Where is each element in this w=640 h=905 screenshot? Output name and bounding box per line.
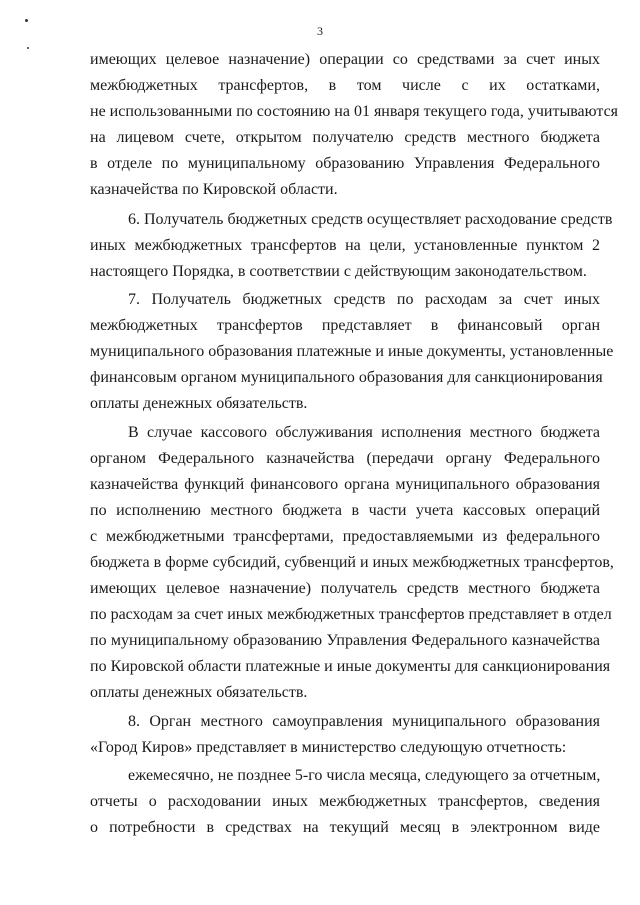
text-line: 8. Орган местного самоуправления муниципального образования [128,713,600,730]
scan-speck [27,47,29,49]
text-line: муниципального образования платежные и иные документы, установленные [90,343,614,360]
text-line: имеющих целевое назначение) операции со средствами за счет иных [90,51,600,68]
text-line: с межбюджетными трансфертами, предоставляемыми из федерального [90,528,600,545]
text-line: В случае кассового обслуживания исполнения местного бюджета [128,424,600,441]
text-line: по исполнению местного бюджета в части учета кассовых операций [90,502,600,519]
text-line: ежемесячно, не позднее 5-го числа месяца, следующего за отчетным, [128,767,601,784]
text-line: отчеты о расходовании иных межбюджетных трансфертов, сведения [90,793,600,810]
text-line: органом Федерального казначейства (передачи органу Федерального [90,450,600,467]
text-line: межбюджетных трансфертов представляет в финансовый орган [90,317,600,334]
text-line: оплаты денежных обязательств. [90,684,308,701]
text-line: межбюджетных трансфертов, в том числе с их остатками, [90,77,600,94]
text-line: оплаты денежных обязательств. [90,395,308,412]
text-line: по расходам за счет иных межбюджетных трансфертов представляет в отдел [90,606,612,623]
text-line: по муниципальному образованию Управления Федерального казначейства [90,632,600,649]
text-line: не использованными по состоянию на 01 января текущего года, учитываются [90,103,619,120]
text-line: в отделе по муниципальному образованию Управления Федерального [90,155,600,172]
text-line: 6. Получатель бюджетных средств осуществляет расходование средств [128,211,613,228]
text-line: имеющих целевое назначение) получатель средств местного бюджета [90,580,600,597]
text-line: бюджета в форме субсидий, субвенций и иных межбюджетных трансфертов, [90,554,614,571]
text-line: казначейства по Кировской области. [90,181,338,198]
text-line: по Кировской области платежные и иные документы для санкционирования [90,658,611,675]
text-line: финансовым органом муниципального образования для санкционирования [90,369,603,386]
text-line: настоящего Порядка, в соответствии с действующим законодательством. [90,263,587,280]
text-line: казначейства функций финансового органа муниципального образования [90,476,600,493]
text-line: 7. Получатель бюджетных средств по расходам за счет иных [128,291,600,308]
text-line: о потребности в средствах на текущий месяц в электронном виде [90,819,600,836]
text-line: иных межбюджетных трансфертов на цели, установленные пунктом 2 [90,237,600,254]
text-line: «Город Киров» представляет в министерство следующую отчетность: [90,739,567,756]
scan-speck [25,19,28,22]
page-number: 3 [317,24,323,38]
text-line: на лицевом счете, открытом получателю средств местного бюджета [90,129,600,146]
